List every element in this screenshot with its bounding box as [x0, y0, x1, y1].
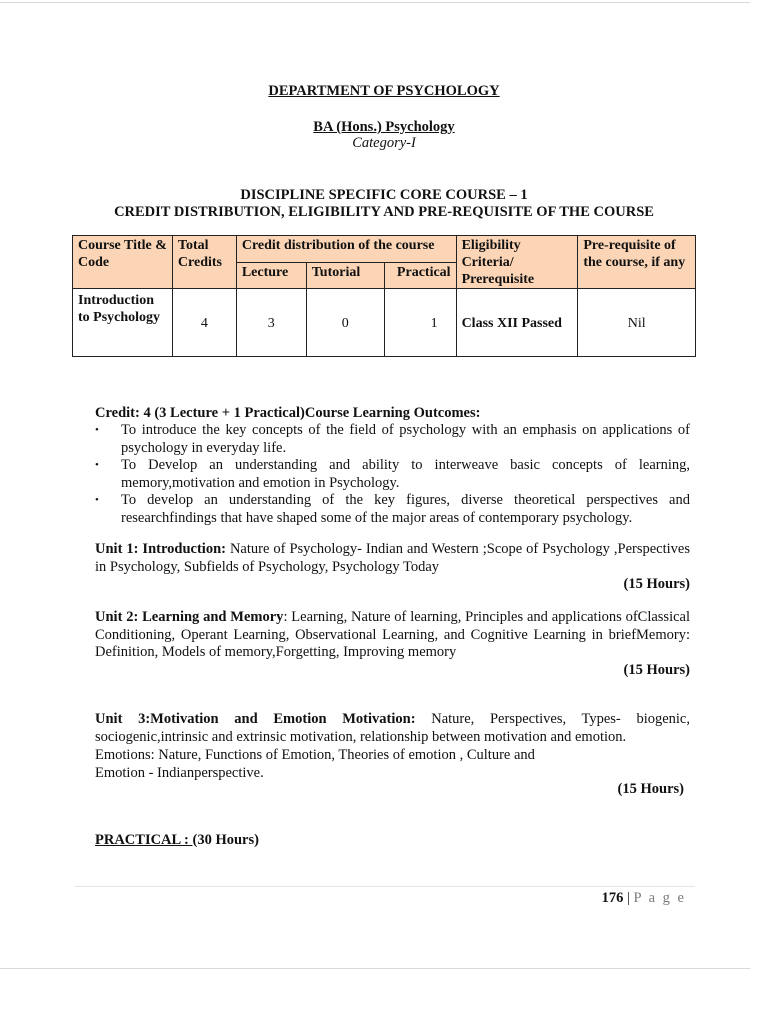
unit-3-body-line-4: Emotion - Indianperspective. [95, 765, 264, 781]
cell-tutorial: 0 [306, 289, 384, 357]
header-lecture: Lecture [236, 262, 306, 289]
unit-2-title: Unit 2: Learning and Memory [95, 609, 284, 625]
bullet-icon: • [95, 494, 99, 506]
cell-course-title: Introduction to Psychology [73, 289, 173, 357]
top-divider [0, 2, 750, 3]
unit-3-body-line-2: sociogenic,intrinsic and extrinsic motivation, relationship between motivation and emotion. [95, 729, 627, 745]
header-prerequisite: Pre-requisite of the course, if any [578, 236, 696, 289]
programme-title: BA (Hons.) Psychology [313, 119, 455, 135]
unit-1-text [95, 541, 690, 576]
unit-1-hours: (15 Hours) [623, 576, 690, 592]
header-practical: Practical [384, 262, 456, 289]
practical-hours: (30 Hours) [192, 832, 259, 848]
outcomes-list [95, 422, 690, 527]
unit-3-body-line-1: Nature, Perspectives, Types- biogenic, [431, 711, 690, 727]
table-header-row [73, 236, 696, 263]
unit-3-line-1 [95, 711, 690, 729]
footer-divider [75, 886, 695, 887]
table-row [73, 289, 696, 357]
page-separator: | [623, 890, 634, 906]
cell-prerequisite: Nil [578, 289, 696, 357]
course-heading: DISCIPLINE SPECIFIC CORE COURSE – 1 [240, 187, 528, 203]
list-item: • To introduce the key concepts of the field of psychology with an emphasis on applications of psychology in everyday life. [95, 422, 690, 456]
course-subheading: CREDIT DISTRIBUTION, ELIGIBILITY AND PRE-REQUISITE OF THE COURSE [114, 204, 654, 220]
practical-heading [95, 832, 690, 850]
category-label: Category-I [352, 135, 416, 151]
unit-1-body: Nature of Psychology- Indian and Western ;Scope of Psychology ,Perspectives in Psychology, Subfields of Psychology, Psychology Today [95, 541, 690, 575]
page-number: 176 [601, 890, 624, 906]
cell-eligibility: Class XII Passed [456, 289, 578, 357]
header-tutorial: Tutorial [306, 262, 384, 289]
unit-2-hours: (15 Hours) [623, 662, 690, 678]
department-title: DEPARTMENT OF PSYCHOLOGY [268, 83, 500, 99]
cell-lecture: 3 [236, 289, 306, 357]
unit-2-text [95, 609, 690, 662]
unit-3-hours: (15 Hours) [617, 781, 684, 797]
header-credit-distribution: Credit distribution of the course [236, 236, 456, 263]
unit-2-body: : Learning, Nature of learning, Principles and applications ofClassical Conditioning, Operant Learning, Observational Learning, and Cognitive Learning in briefMemory: Definition, Models of memory,Forgetting, Improving memory [95, 609, 690, 660]
list-item: • To develop an understanding of the key figures, diverse theoretical perspectives and researchfindings that have shaped some of the major areas of contemporary psychology. [95, 492, 690, 526]
bottom-divider [0, 968, 750, 969]
header-eligibility: Eligibility Criteria/ Prerequisite [456, 236, 578, 289]
header-total-credits: Total Credits [172, 236, 236, 289]
credit-distribution-table [72, 235, 696, 357]
outcomes-heading: Credit: 4 (3 Lecture + 1 Practical)Course Learning Outcomes: [95, 405, 481, 421]
list-item: • To Develop an understanding and ability to interweave basic concepts of learning, memory,motivation and emotion in Psychology. [95, 457, 690, 491]
unit-3-title: Unit 3:Motivation and Emotion Motivation: [95, 711, 416, 727]
unit-1-title: Unit 1: Introduction: [95, 541, 226, 557]
practical-label: PRACTICAL : [95, 832, 193, 848]
header-course-title: Course Title & Code [73, 236, 173, 289]
cell-total-credits: 4 [172, 289, 236, 357]
page-footer [560, 890, 686, 907]
unit-3-body-line-3: Emotions: Nature, Functions of Emotion, Theories of emotion , Culture and [95, 747, 535, 763]
bullet-icon: • [95, 459, 99, 471]
cell-practical: 1 [384, 289, 456, 357]
page-word: P a g e [633, 890, 686, 906]
bullet-icon: • [95, 424, 99, 436]
